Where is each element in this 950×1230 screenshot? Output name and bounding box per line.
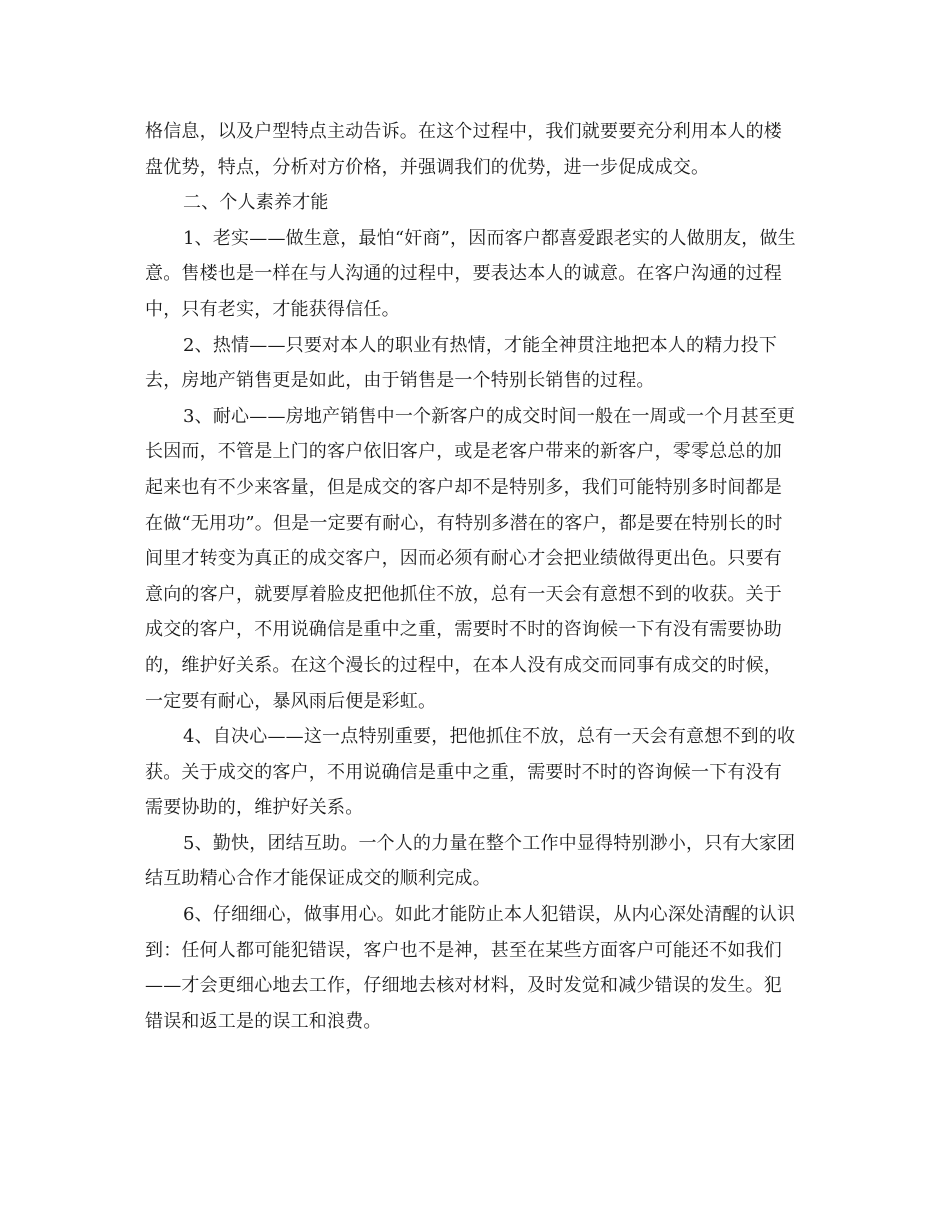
text-line: 去，房地产销售更是如此，由于销售是一个特别长销售的过程。 — [145, 370, 655, 392]
text-line: 在做“无用功”。但是一定要有耐心，有特别多潜在的客户，都是要在特别长的时 — [145, 512, 783, 534]
text-line: 2、热情——只要对本人的职业有热情，才能全神贯注地把本人的精力投下 — [183, 334, 778, 356]
text-line: 格信息，以及户型特点主动告诉。在这个过程中，我们就要要充分利用本人的楼 — [145, 121, 782, 142]
text-line: 一定要有耐心，暴风雨后便是彩虹。 — [145, 690, 437, 712]
text-line: 意。售楼也是一样在与人沟通的过程中，要表达本人的诚意。在客户沟通的过程 — [145, 263, 782, 285]
text-line: 到：任何人都可能犯错误，客户也不是神，甚至在某些方面客户可能还不如我们 — [145, 939, 782, 961]
text-line: 错误和返工是的误工和浪费。 — [145, 1010, 382, 1032]
text-line: 获。关于成交的客户，不用说确信是重中之重，需要时不时的咨询候一下有没有 — [145, 761, 782, 783]
document-body — [145, 114, 805, 1039]
text-line: 结互助精心合作才能保证成交的顺利完成。 — [145, 868, 491, 890]
text-line: 需要协助的，维护好关系。 — [145, 797, 364, 819]
text-line: 4、自决心——这一点特别重要，把他抓住不放，总有一天会有意想不到的收 — [183, 726, 796, 748]
text-line: 成交的客户，不用说确信是重中之重，需要时不时的咨询候一下有没有需要协助 — [145, 619, 782, 641]
text-line: 意向的客户，就要厚着脸皮把他抓住不放，总有一天会有意想不到的收获。关于 — [145, 583, 782, 605]
text-line: 起来也有不少来客量，但是成交的客户却不是特别多，我们可能特别多时间都是 — [145, 476, 782, 498]
text-line: 6、仔细细心，做事用心。如此才能防止本人犯错误，从内心深处清醒的认识 — [183, 904, 796, 926]
text-line: 1、老实——做生意，最怕“奸商”，因而客户都喜爱跟老实的人做朋友，做生 — [183, 227, 796, 249]
text-line: 间里才转变为真正的成交客户，因而必须有耐心才会把业绩做得更出色。只要有 — [145, 548, 782, 570]
text-line: ——才会更细心地去工作，仔细地去核对材料，及时发觉和减少错误的发生。犯 — [145, 975, 782, 997]
text-line: 盘优势，特点，分析对方价格，并强调我们的优势，进一步促成成交。 — [145, 156, 710, 178]
text-line: 长因而，不管是上门的客户依旧客户，或是老客户带来的新客户，零零总总的加 — [145, 441, 782, 463]
section-heading: 二、个人素养才能 — [183, 192, 329, 214]
text-line: 的，维护好关系。在这个漫长的过程中，在本人没有成交而同事有成交的时候， — [145, 654, 782, 676]
text-line: 5、勤快，团结互助。一个人的力量在整个工作中显得特别渺小，只有大家团 — [183, 832, 796, 854]
text-line: 3、耐心——房地产销售中一个新客户的成交时间一般在一周或一个月甚至更 — [183, 405, 796, 427]
text-line: 中，只有老实，才能获得信任。 — [145, 298, 400, 320]
